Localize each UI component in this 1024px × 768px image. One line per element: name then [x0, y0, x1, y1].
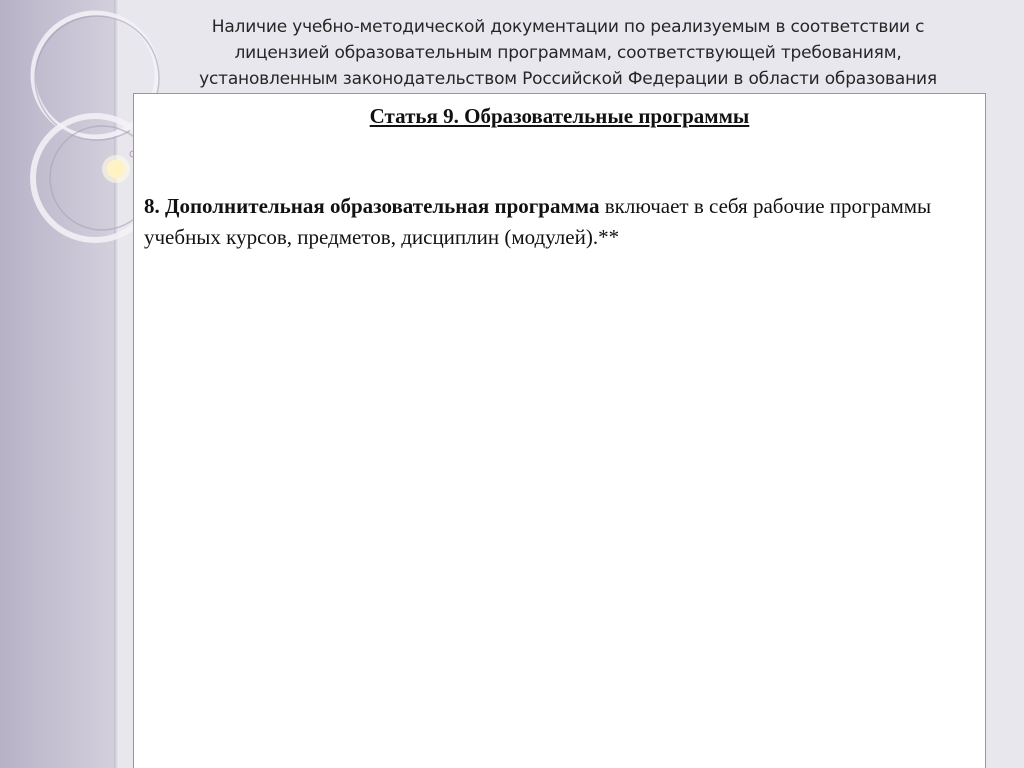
side-panel-shadow — [114, 0, 118, 768]
paragraph-bold-term: Дополнительная образовательная программа — [165, 194, 600, 218]
paragraph-number: 8. — [144, 194, 160, 218]
paragraph-text: включает в себя рабочие программы учебных курсов, предметов, дисциплин (модулей).** — [144, 194, 932, 249]
article-paragraph — [144, 191, 984, 253]
slide-title-line: Наличие учебно-методической документации по реализуемым в соответствии с — [211, 17, 925, 37]
side-panel — [0, 0, 114, 768]
slide-title-line: лицензией образовательным программам, соответствующей требованиям, — [234, 43, 902, 63]
article-heading: Статья 9. Образовательные программы — [369, 104, 750, 128]
content-box — [133, 93, 986, 768]
slide-title — [120, 14, 1016, 92]
slide-title-line: установленным законодательством Российской Федерации в области образования — [199, 69, 937, 89]
